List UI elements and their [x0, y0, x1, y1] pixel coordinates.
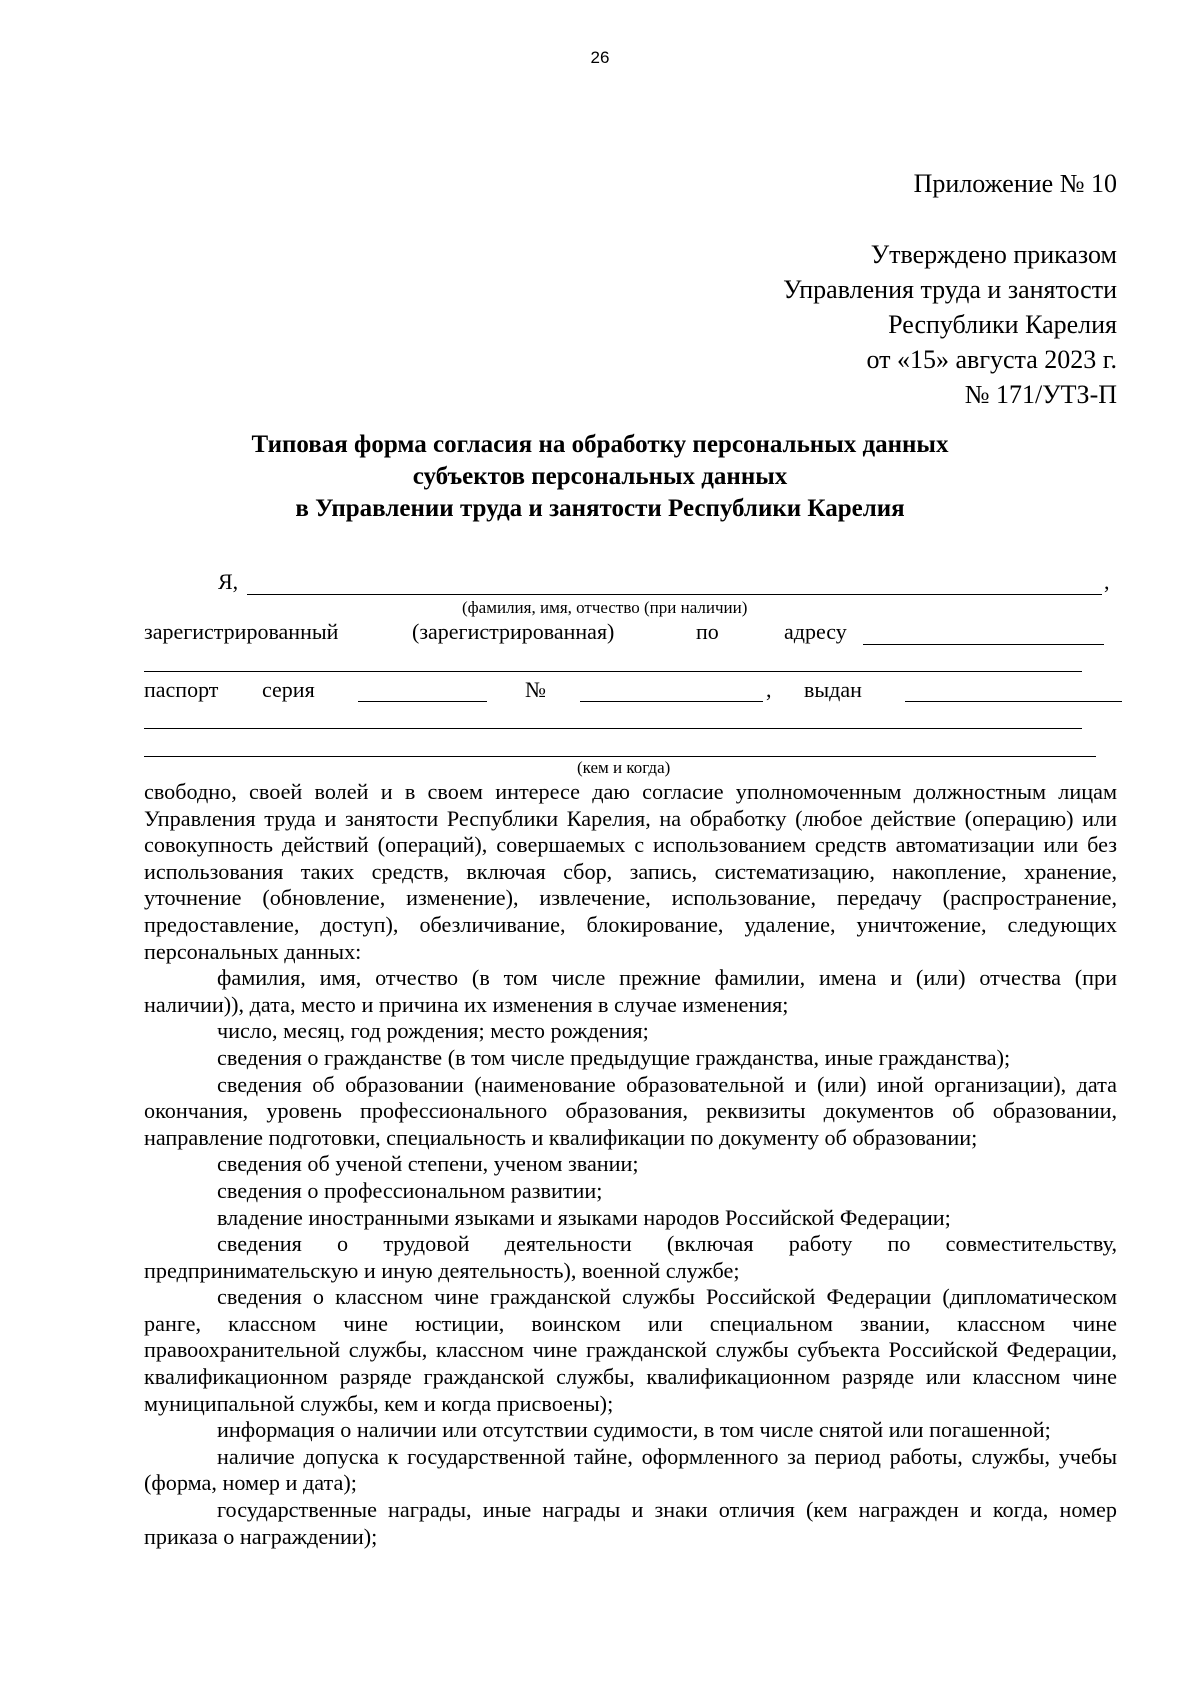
issued-by-field-line-2[interactable]: [144, 728, 1082, 729]
registered-label: зарегистрированный: [144, 619, 339, 644]
approval-line: Утверждено приказом: [870, 240, 1117, 269]
comma: ,: [766, 677, 772, 702]
full-name-field[interactable]: [247, 594, 1102, 595]
appendix-label: Приложение № 10: [913, 169, 1117, 198]
consent-text: [144, 779, 1117, 1550]
series-label: серия: [262, 677, 315, 702]
page-number: 26: [590, 48, 610, 67]
consent-intro-paragraph: свободно, своей волей и в своем интересе даю согласие уполномоченным должностным лицам Управления труда и занятости Республики Карелия, на обработку (любое действие (операцию) или совокупность действий (операций), совершаемых с использованием средств автоматизации или без использования таких средств, включая сбор, запись, систематизацию, накопление, хранение, уточнение (обновление, изменение), извлечение, использование, передачу (распространение, предоставление, доступ), обезличивание, блокирование, удаление, уничтожение, следующих персональных данных:: [144, 779, 1117, 964]
approval-line: Управления труда и занятости: [783, 275, 1117, 304]
comma: ,: [1104, 569, 1110, 594]
approval-block: [783, 237, 1117, 412]
form-title-line: Типовая форма согласия на обработку персональных данных: [251, 431, 949, 458]
passport-number-field[interactable]: [580, 701, 763, 702]
i-label: Я,: [218, 569, 239, 594]
approval-date: от «15» августа 2023 г.: [866, 345, 1117, 374]
data-item: государственные награды, иные награды и знаки отличия (кем награжден и когда, номер приказа о награждении);: [144, 1497, 1117, 1549]
approval-line: Республики Карелия: [888, 310, 1117, 339]
data-item: фамилия, имя, отчество (в том числе прежние фамилии, имена и (или) отчества (при наличии)), дата, место и причина их изменения в случае изменения;: [144, 965, 1117, 1017]
address-field[interactable]: [863, 644, 1104, 645]
issued-label: выдан: [804, 677, 862, 702]
address-field-line-2[interactable]: [144, 671, 1082, 672]
data-item: сведения о классном чине гражданской службы Российской Федерации (дипломатическом ранге, классном чине юстиции, воинском или специальном звании, классном чине правоохранительной службы, классном чине гражданской службы субъекта Российской Федерации, квалификационном разряде гражданской службы, квалификационном разряде или классном чине муниципальной службы, кем и когда присвоены);: [144, 1284, 1117, 1416]
passport-label: паспорт: [144, 677, 219, 702]
approval-number: № 171/УТЗ-П: [964, 380, 1117, 409]
data-item: информация о наличии или отсутствии судимости, в том числе снятой или погашенной;: [217, 1417, 1051, 1443]
form-title-line: субъектов персональных данных: [412, 463, 788, 490]
data-item: сведения об ученой степени, ученом звании;: [217, 1151, 639, 1177]
by-label: по: [696, 619, 719, 644]
issued-by-field[interactable]: [905, 701, 1122, 702]
data-item: сведения об образовании (наименование образовательной и (или) иной организации), дата окончания, уровень профессионального образования, реквизиты документов об образовании, направление подготовки, специальность и квалификации по документу об образовании;: [144, 1071, 1117, 1150]
form-title-line: в Управлении труда и занятости Республики Карелия: [295, 495, 905, 522]
number-sign: №: [525, 677, 546, 702]
data-item: сведения о профессиональном развитии;: [217, 1177, 603, 1203]
full-name-hint: (фамилия, имя, отчество (при наличии): [462, 598, 748, 617]
data-item: наличие допуска к государственной тайне, оформленного за период работы, службы, учебы (форма, номер и дата);: [144, 1443, 1117, 1496]
data-item: владение иностранными языками и языками народов Российской Федерации;: [217, 1204, 951, 1230]
data-item: число, месяц, год рождения; место рождения;: [217, 1018, 649, 1044]
issued-by-field-line-3[interactable]: [144, 756, 1096, 757]
data-item: сведения о трудовой деятельности (включая работу по совместительству, предпринимательскую и иную деятельность), военной службе;: [144, 1231, 1117, 1283]
issued-hint: (кем и когда): [577, 758, 671, 777]
passport-series-field[interactable]: [358, 701, 487, 702]
data-item: сведения о гражданстве (в том числе предыдущие гражданства, иные гражданства);: [217, 1044, 1011, 1070]
registered-fem-label: (зарегистрированная): [412, 619, 615, 644]
address-label: адресу: [784, 619, 847, 644]
form-title: [0, 429, 1200, 525]
